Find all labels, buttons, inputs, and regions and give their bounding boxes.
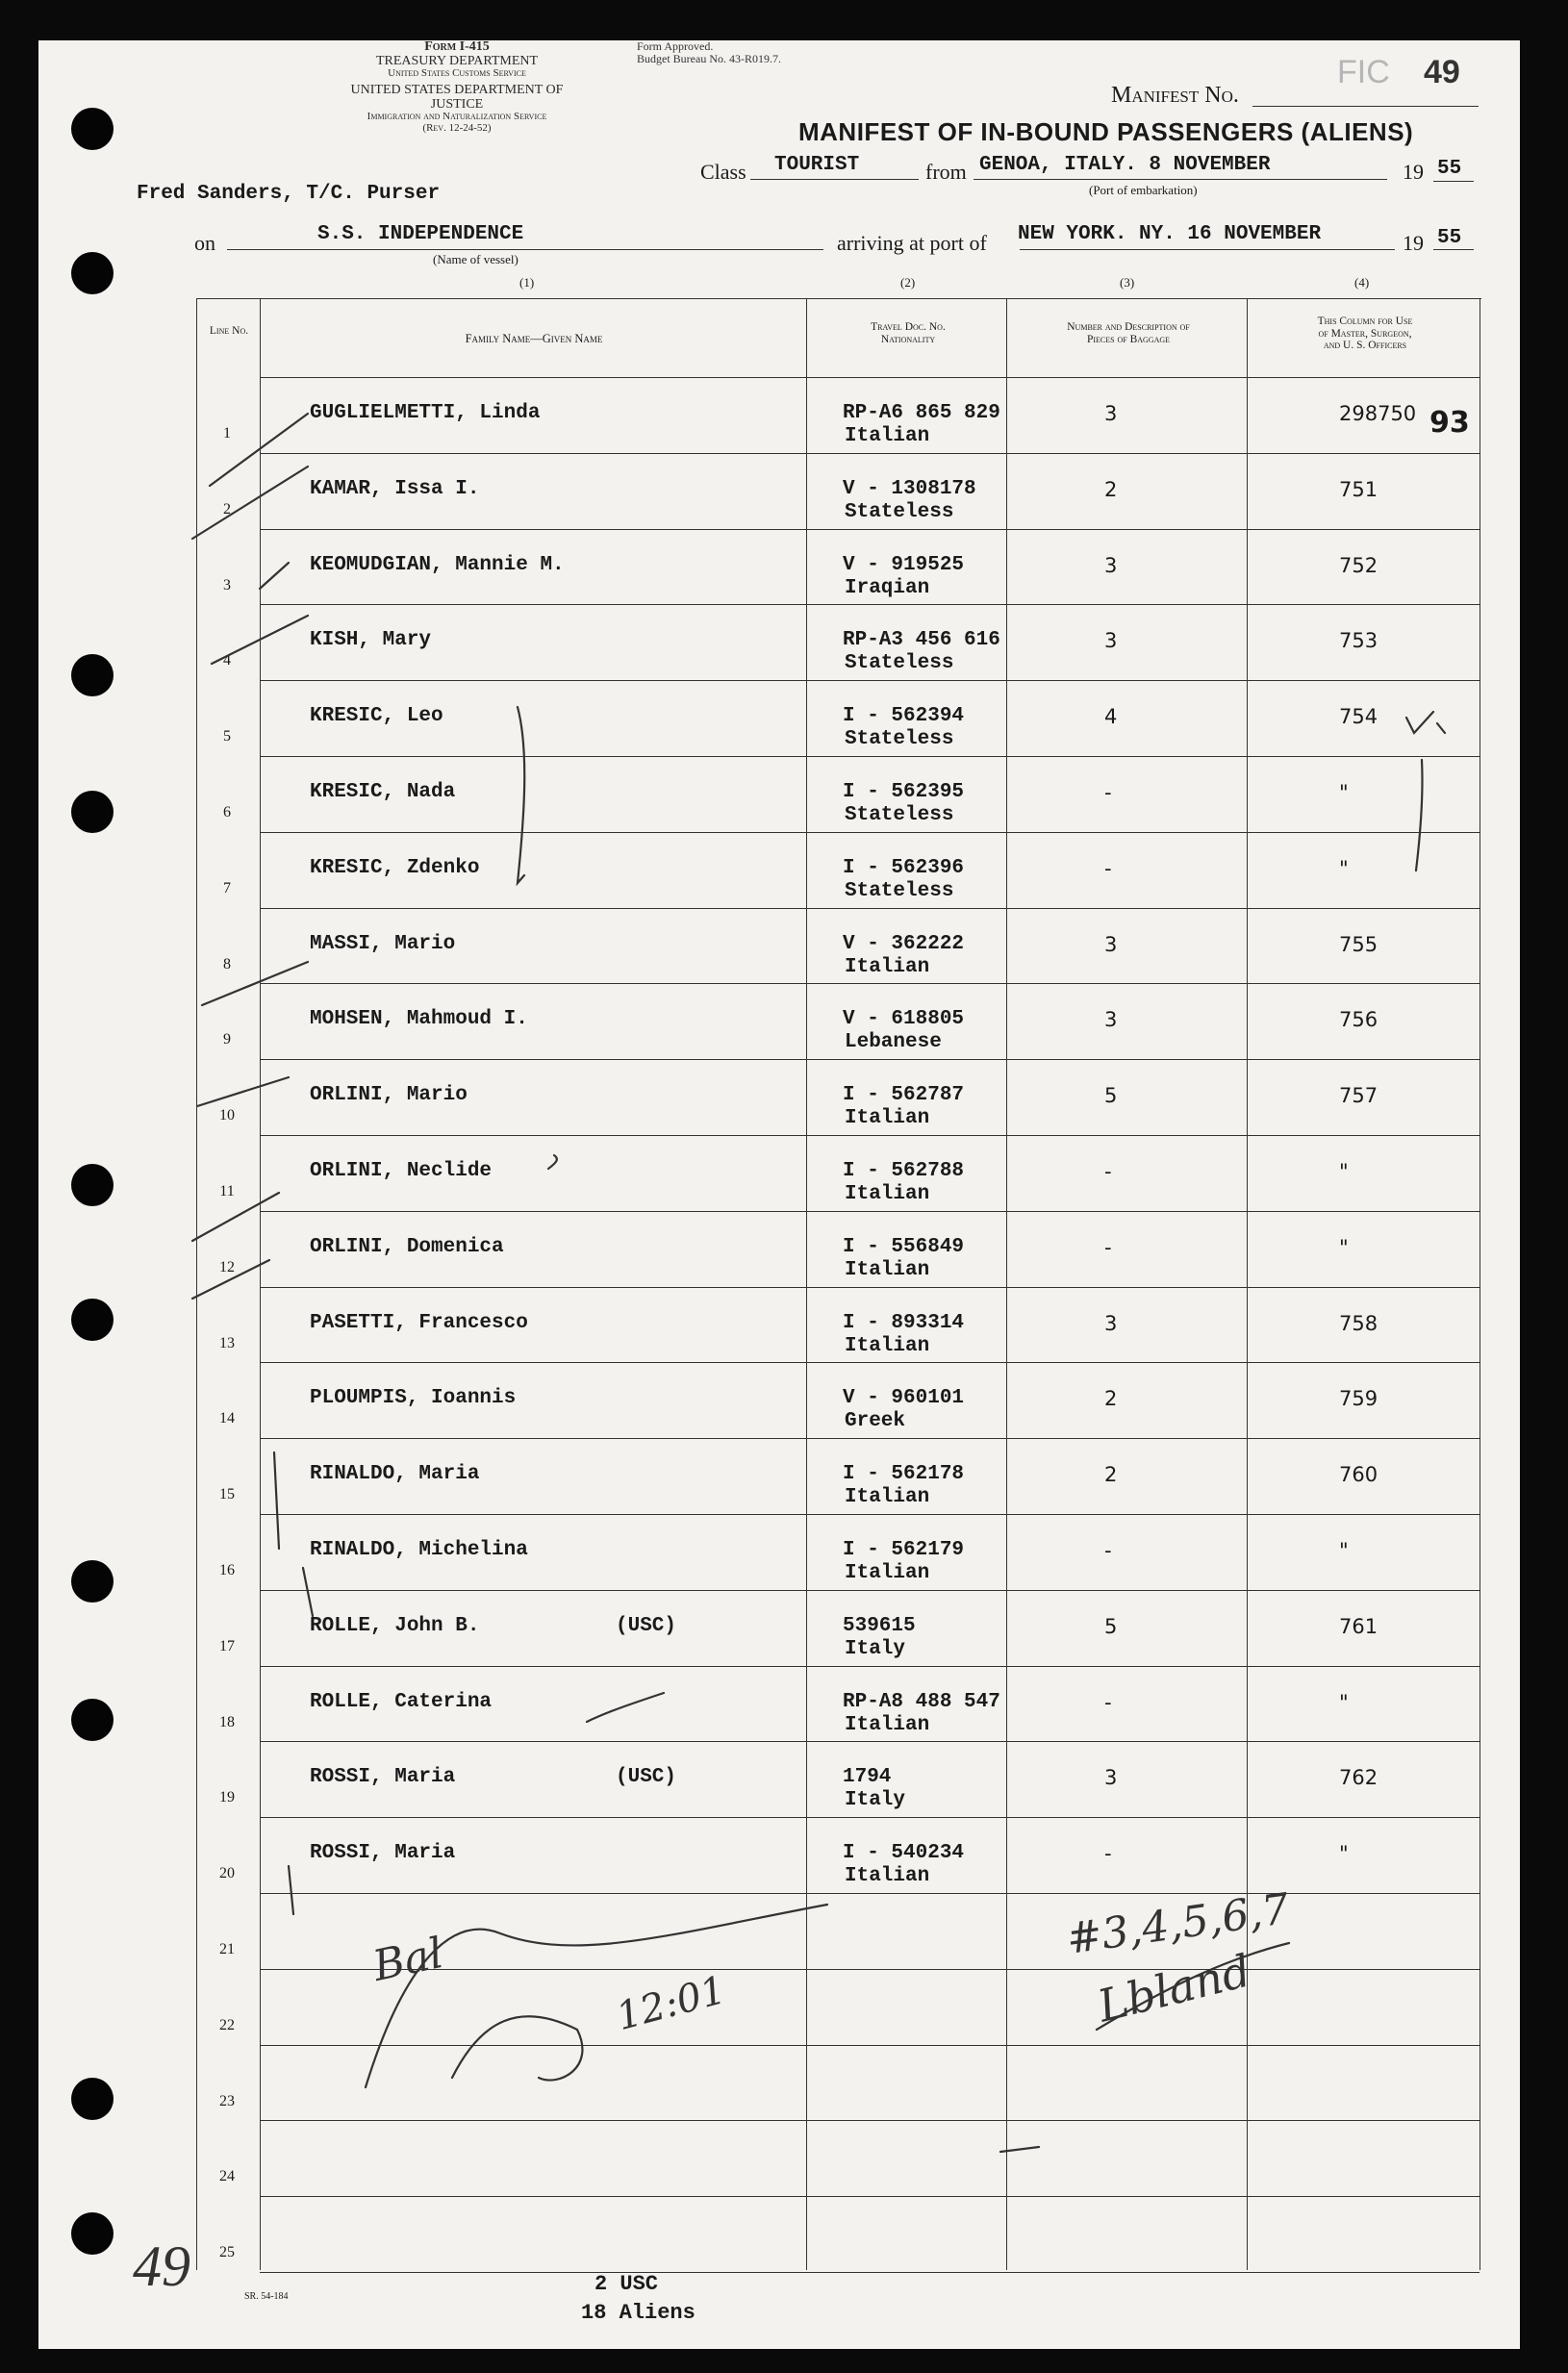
purser-name: Fred Sanders, T/C. Purser	[137, 183, 441, 205]
nationality: Italian	[845, 1107, 930, 1130]
officer-number: 751	[1339, 477, 1378, 501]
passenger-name: ORLINI, Mario	[310, 1084, 468, 1107]
line-number: 3	[223, 576, 231, 593]
passenger-name: ROLLE, John B.	[310, 1614, 480, 1637]
officer-number: "	[1339, 1160, 1349, 1183]
travel-doc-number: I - 562787	[843, 1084, 965, 1107]
travel-doc-number: RP-A6 865 829	[843, 402, 1000, 424]
travel-doc-number: I - 562395	[843, 781, 965, 803]
nationality: Italian	[845, 1258, 930, 1281]
year2-prefix: 19	[1403, 231, 1424, 255]
header-line-no: Line No.	[209, 325, 249, 337]
passenger-name: ORLINI, Domenica	[310, 1235, 504, 1258]
travel-doc-number: I - 562178	[843, 1463, 965, 1486]
baggage-count: -	[1104, 1842, 1112, 1866]
line-number: 12	[219, 1258, 235, 1275]
baggage-count: 3	[1104, 629, 1118, 653]
arriving-value: NEW YORK. NY. 16 NOVEMBER	[1018, 223, 1322, 245]
year-prefix: 19	[1403, 160, 1424, 184]
baggage-count: -	[1104, 1690, 1112, 1714]
officer-number: 753	[1339, 629, 1378, 653]
line-number: 13	[219, 1334, 235, 1351]
justice-department: UNITED STATES DEPARTMENT OF JUSTICE	[350, 82, 564, 112]
travel-doc-number: I - 893314	[843, 1311, 965, 1334]
nationality: Italian	[845, 1486, 930, 1509]
manifest-no-label: Manifest No.	[1111, 83, 1239, 108]
travel-doc-number: I - 556849	[843, 1235, 965, 1258]
line-number: 7	[223, 879, 231, 896]
header-baggage-1: Number and Description of	[1067, 321, 1190, 333]
travel-doc-number: V - 919525	[843, 553, 965, 576]
manifest-title: MANIFEST OF IN-BOUND PASSENGERS (ALIENS)	[798, 117, 1414, 146]
passenger-name: RINALDO, Michelina	[310, 1539, 528, 1561]
officer-number: "	[1339, 1690, 1349, 1714]
header-name: Family Name—Given Name	[465, 332, 603, 345]
officer-number: 756	[1339, 1008, 1378, 1032]
line-number: 5	[223, 728, 231, 745]
usc-total: 2 USC	[594, 2272, 659, 2296]
nationality: Stateless	[845, 728, 954, 751]
line-number: 1	[223, 425, 231, 442]
usc-marker: (USC)	[616, 1766, 677, 1789]
officer-number: 754	[1339, 705, 1378, 729]
nationality: Italian	[845, 1334, 930, 1357]
handwritten-time: 12:01	[612, 1967, 731, 2040]
header-officers-3: and U. S. Officers	[1323, 340, 1407, 352]
nationality: Italian	[845, 1183, 930, 1205]
baggage-count: -	[1104, 856, 1112, 880]
passenger-name: KRESIC, Nada	[310, 781, 456, 803]
nationality: Italian	[845, 425, 930, 447]
travel-doc-number: RP-A3 456 616	[843, 629, 1000, 652]
baggage-count: 2	[1104, 1387, 1118, 1411]
form-revision: (Rev. 12-24-52)	[422, 121, 492, 134]
baggage-count: 2	[1104, 477, 1118, 501]
passenger-name: ROSSI, Maria	[310, 1842, 456, 1865]
officer-number: 752	[1339, 553, 1378, 577]
passenger-name: KAMAR, Issa I.	[310, 477, 480, 500]
nationality: Italy	[845, 1789, 906, 1812]
form-code: SR. 54-184	[244, 2291, 289, 2302]
officer-number: "	[1339, 1235, 1349, 1259]
line-number: 11	[219, 1183, 235, 1199]
nationality: Italian	[845, 955, 930, 978]
officer-number: 762	[1339, 1766, 1378, 1790]
col-number-4: (4)	[1354, 275, 1370, 290]
budget-bureau-line: Budget Bureau No. 43-R019.7.	[637, 51, 781, 65]
travel-doc-number: 539615	[843, 1614, 916, 1637]
baggage-count: 3	[1104, 402, 1118, 425]
passenger-name: PASETTI, Francesco	[310, 1311, 528, 1334]
passenger-name: PLOUMPIS, Ioannis	[310, 1387, 517, 1410]
approved-line: Form Approved.	[637, 39, 714, 53]
line-number: 19	[219, 1789, 235, 1806]
officer-bracket	[1416, 760, 1422, 871]
baggage-count: -	[1104, 1160, 1112, 1183]
baggage-count: 3	[1104, 1311, 1118, 1335]
baggage-count: 3	[1104, 1008, 1118, 1032]
header-baggage-2: Pieces of Baggage	[1086, 333, 1171, 345]
passenger-name: MOHSEN, Mahmoud I.	[310, 1008, 528, 1031]
line-number: 15	[219, 1486, 235, 1503]
line-number: 14	[219, 1410, 235, 1427]
nationality: Greek	[845, 1410, 906, 1433]
travel-doc-number: I - 562179	[843, 1539, 965, 1561]
nationality: Italy	[845, 1637, 906, 1660]
line-number: 21	[219, 1941, 235, 1957]
passenger-name: ORLINI, Neclide	[310, 1160, 493, 1182]
passenger-name: KRESIC, Leo	[310, 705, 443, 728]
officer-number: 759	[1339, 1387, 1378, 1411]
from-value: GENOA, ITALY. 8 NOVEMBER	[979, 154, 1271, 176]
manifest-prefix: FIC	[1337, 54, 1390, 90]
baggage-count: 3	[1104, 553, 1118, 577]
travel-doc-number: V - 362222	[843, 932, 965, 955]
line-number: 16	[219, 1562, 235, 1578]
travel-doc-number: I - 562788	[843, 1160, 965, 1182]
treasury-department: TREASURY DEPARTMENT	[375, 53, 539, 68]
handwritten-line-refs: #3,4,5,6,7	[1063, 1884, 1293, 1964]
passenger-name: KRESIC, Zdenko	[310, 856, 480, 879]
officer-number: 758	[1339, 1311, 1378, 1335]
aliens-total: 18 Aliens	[581, 2301, 695, 2325]
handwritten-signature: Lbland	[1092, 1944, 1256, 2032]
col-number-1: (1)	[519, 275, 535, 290]
line-number: 20	[219, 1865, 235, 1882]
line-number: 10	[219, 1107, 235, 1124]
year2-value: 55	[1437, 227, 1462, 249]
class-label: Class	[700, 160, 746, 184]
nationality: Lebanese	[845, 1031, 942, 1054]
line-number: 17	[219, 1637, 235, 1654]
kresic-bracket	[518, 707, 524, 883]
passenger-name: MASSI, Mario	[310, 932, 456, 955]
col-number-3: (3)	[1120, 275, 1135, 290]
line-number: 9	[223, 1031, 231, 1048]
customs-service: United States Customs Service	[388, 67, 526, 80]
travel-doc-number: RP-A8 488 547	[843, 1690, 1000, 1713]
officer-number: "	[1339, 1842, 1349, 1866]
nationality: Italian	[845, 1865, 930, 1888]
passenger-name: ROSSI, Maria	[310, 1766, 456, 1789]
line-number: 6	[223, 804, 231, 820]
travel-doc-number: I - 540234	[843, 1842, 965, 1865]
officer-number: 298750	[1339, 402, 1417, 425]
officer-extra-number: 93	[1429, 406, 1470, 440]
page-number-mark: 49	[133, 2234, 190, 2298]
port-embark-caption: (Port of embarkation)	[1089, 183, 1198, 197]
line-number: 18	[219, 1713, 235, 1730]
vessel-caption: (Name of vessel)	[433, 252, 518, 266]
class-value: TOURIST	[774, 154, 860, 176]
immigration-service: Immigration and Naturalization Service	[367, 111, 547, 123]
nationality: Stateless	[845, 500, 954, 523]
baggage-count: 3	[1104, 1766, 1118, 1790]
nationality: Iraqian	[845, 576, 930, 599]
officer-number: 757	[1339, 1084, 1378, 1108]
baggage-count: 5	[1104, 1084, 1118, 1108]
usc-marker: (USC)	[616, 1614, 677, 1637]
officer-number: "	[1339, 856, 1349, 880]
baggage-count: 2	[1104, 1463, 1118, 1487]
on-label: on	[194, 231, 215, 255]
passenger-name: ROLLE, Caterina	[310, 1690, 493, 1713]
nationality: Stateless	[845, 652, 954, 675]
header-travel-doc-2: Nationality	[880, 333, 936, 345]
travel-doc-number: V - 1308178	[843, 477, 976, 500]
vessel-name: S.S. INDEPENDENCE	[317, 223, 524, 245]
baggage-count: 5	[1104, 1614, 1118, 1638]
baggage-count: 3	[1104, 932, 1118, 956]
line-number: 23	[219, 2092, 235, 2109]
baggage-count: 4	[1104, 705, 1118, 729]
travel-doc-number: 1794	[843, 1766, 892, 1789]
officer-check	[1406, 712, 1445, 733]
passenger-name: RINALDO, Maria	[310, 1463, 480, 1486]
year-value: 55	[1437, 158, 1462, 180]
nationality: Italian	[845, 1713, 930, 1736]
officer-number: 761	[1339, 1614, 1378, 1638]
travel-doc-number: I - 562394	[843, 705, 965, 728]
nationality: Stateless	[845, 804, 954, 826]
line-number: 22	[219, 2016, 235, 2033]
officer-number: "	[1339, 781, 1349, 804]
nationality: Stateless	[845, 879, 954, 902]
nationality: Italian	[845, 1562, 930, 1584]
officer-number: "	[1339, 1539, 1349, 1562]
form-number: Form I-415	[424, 39, 490, 54]
baggage-count: -	[1104, 781, 1112, 804]
passenger-name: GUGLIELMETTI, Linda	[310, 402, 541, 424]
arriving-label: arriving at port of	[837, 231, 987, 255]
col-number-2: (2)	[900, 275, 916, 290]
header-officers-2: of Master, Surgeon,	[1318, 327, 1412, 340]
line-number: 25	[219, 2244, 235, 2261]
line-number: 4	[223, 652, 231, 669]
travel-doc-number: I - 562396	[843, 856, 965, 879]
header-travel-doc-1: Travel Doc. No.	[871, 321, 946, 333]
line-number: 2	[223, 500, 231, 518]
officer-number: 755	[1339, 932, 1378, 956]
travel-doc-number: V - 618805	[843, 1008, 965, 1031]
header-officers-1: This Column for Use	[1317, 316, 1413, 327]
line-number: 8	[223, 955, 231, 972]
passenger-name: KISH, Mary	[310, 629, 432, 652]
handwritten-note-left: Bal	[368, 1929, 448, 1991]
baggage-count: -	[1104, 1539, 1112, 1562]
travel-doc-number: V - 960101	[843, 1387, 965, 1410]
manifest-number: 49	[1424, 54, 1460, 90]
officer-number: 760	[1339, 1463, 1378, 1487]
from-label: from	[925, 160, 967, 184]
baggage-count: -	[1104, 1235, 1112, 1259]
line-number: 24	[219, 2168, 235, 2185]
passenger-name: KEOMUDGIAN, Mannie M.	[310, 553, 565, 576]
